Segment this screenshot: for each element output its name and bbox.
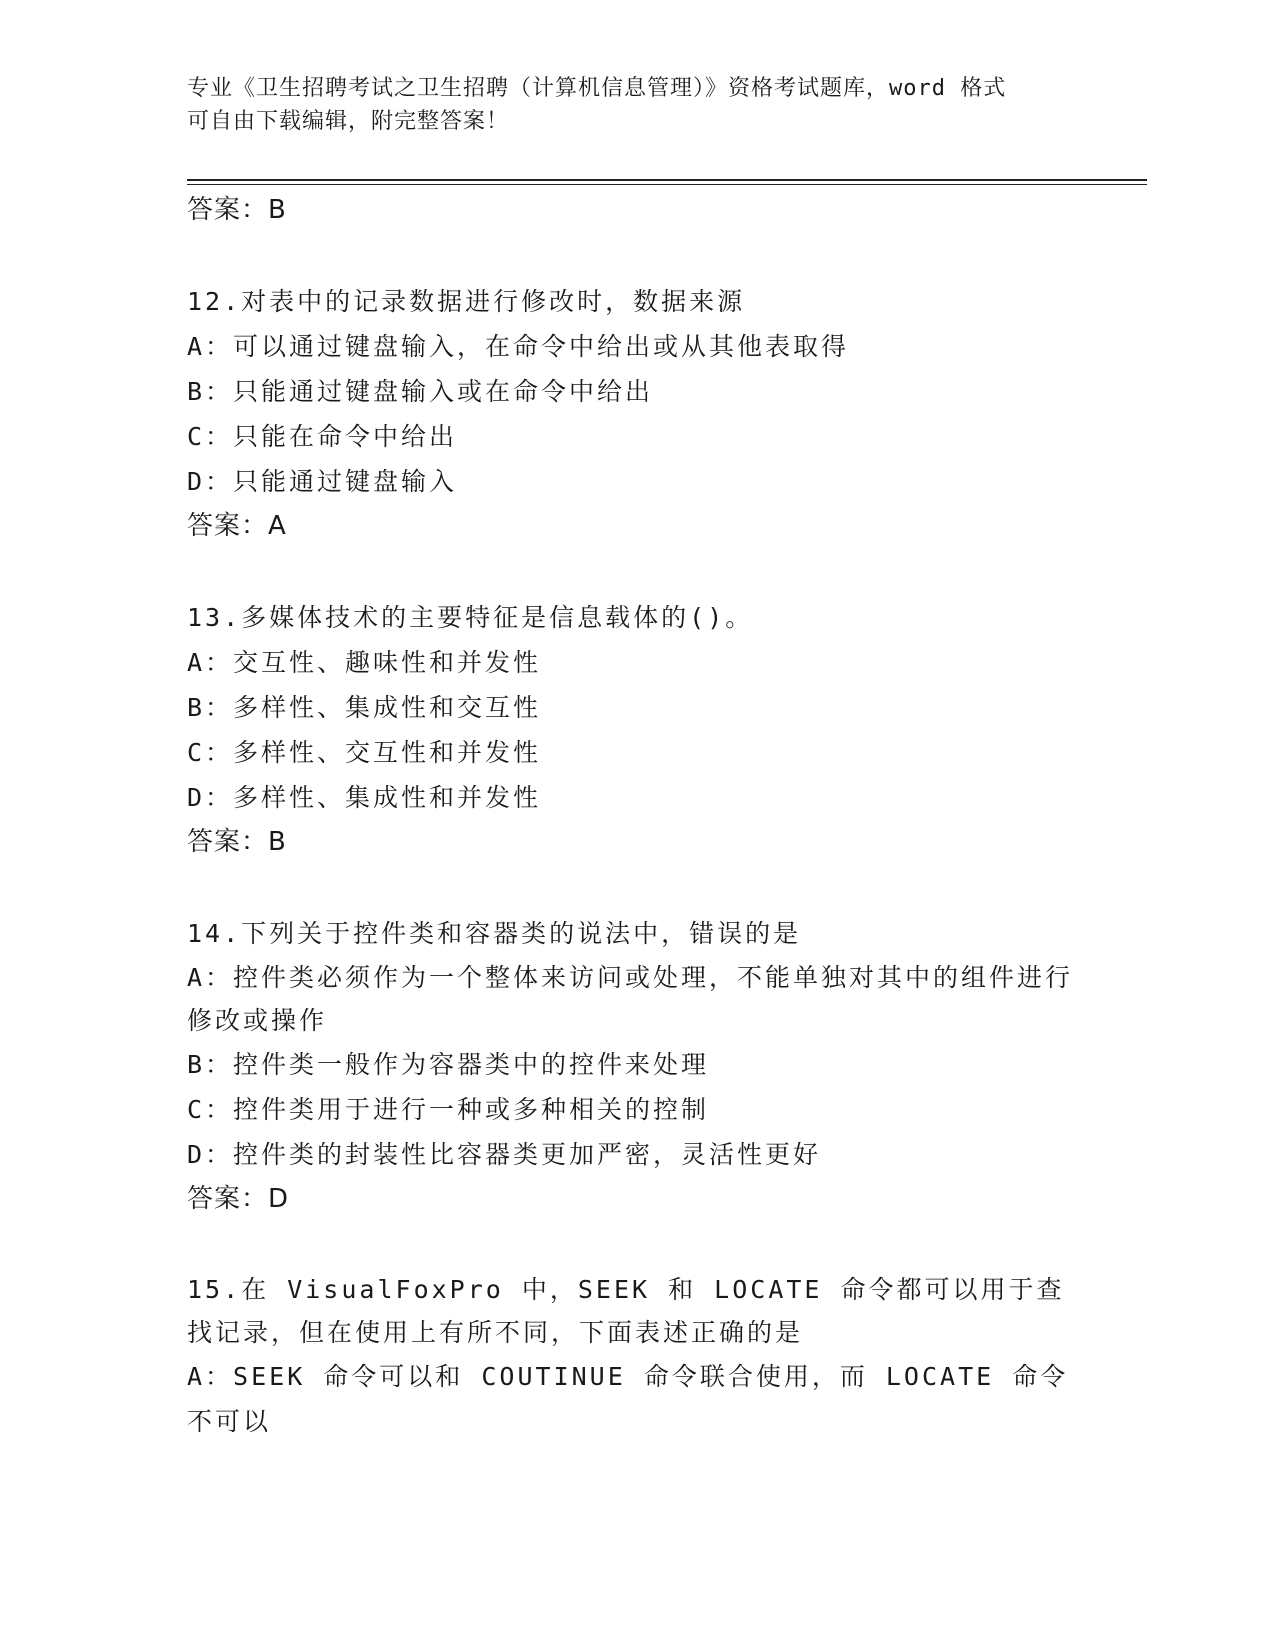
header-line-2: 可自由下载编辑，附完整答案！ xyxy=(187,109,510,134)
answer: 答案：B xyxy=(187,827,287,857)
question-stem: 15.在 VisualFoxPro 中，SEEK 和 LOCATE 命令都可以用于查找记录，但在使用上有所不同，下面表述正确的是 xyxy=(187,1275,1065,1347)
document-header xyxy=(187,72,1067,138)
question-stem: 12.对表中的记录数据进行修改时，数据来源 xyxy=(187,287,746,316)
question-12 xyxy=(187,279,1087,549)
header-divider-thick xyxy=(187,179,1147,181)
option-c: C：多样性、交互性和并发性 xyxy=(187,738,542,767)
option-a: A：SEEK 命令可以和 COUTINUE 命令联合使用，而 LOCATE 命令不可以 xyxy=(187,1362,1069,1436)
answer: 答案：A xyxy=(187,511,287,541)
answer: 答案：D xyxy=(187,1184,290,1214)
option-d: D：控件类的封装性比容器类更加严密，灵活性更好 xyxy=(187,1140,822,1169)
option-d: D：多样性、集成性和并发性 xyxy=(187,783,542,812)
question-list xyxy=(187,188,1087,1444)
question-stem: 14.下列关于控件类和容器类的说法中，错误的是 xyxy=(187,919,802,948)
question-14 xyxy=(187,911,1087,1222)
question-13 xyxy=(187,595,1087,865)
option-c: C：控件类用于进行一种或多种相关的控制 xyxy=(187,1095,710,1124)
option-d: D：只能通过键盘输入 xyxy=(187,467,458,496)
option-a: A：控件类必须作为一个整体来访问或处理，不能单独对其中的组件进行修改或操作 xyxy=(187,963,1074,1035)
header-divider-thin xyxy=(187,184,1147,185)
option-a: A：可以通过键盘输入，在命令中给出或从其他表取得 xyxy=(187,332,850,361)
option-c: C：只能在命令中给出 xyxy=(187,422,458,451)
previous-answer: 答案：B xyxy=(187,195,287,225)
header-line-1: 专业《卫生招聘考试之卫生招聘（计算机信息管理）》资格考试题库，word 格式 xyxy=(187,76,1007,101)
option-b: B：只能通过键盘输入或在命令中给出 xyxy=(187,377,654,406)
question-15 xyxy=(187,1268,1087,1444)
option-a: A：交互性、趣味性和并发性 xyxy=(187,648,542,677)
option-b: B：控件类一般作为容器类中的控件来处理 xyxy=(187,1050,710,1079)
question-stem: 13.多媒体技术的主要特征是信息载体的()。 xyxy=(187,603,754,632)
option-b: B：多样性、集成性和交互性 xyxy=(187,693,542,722)
